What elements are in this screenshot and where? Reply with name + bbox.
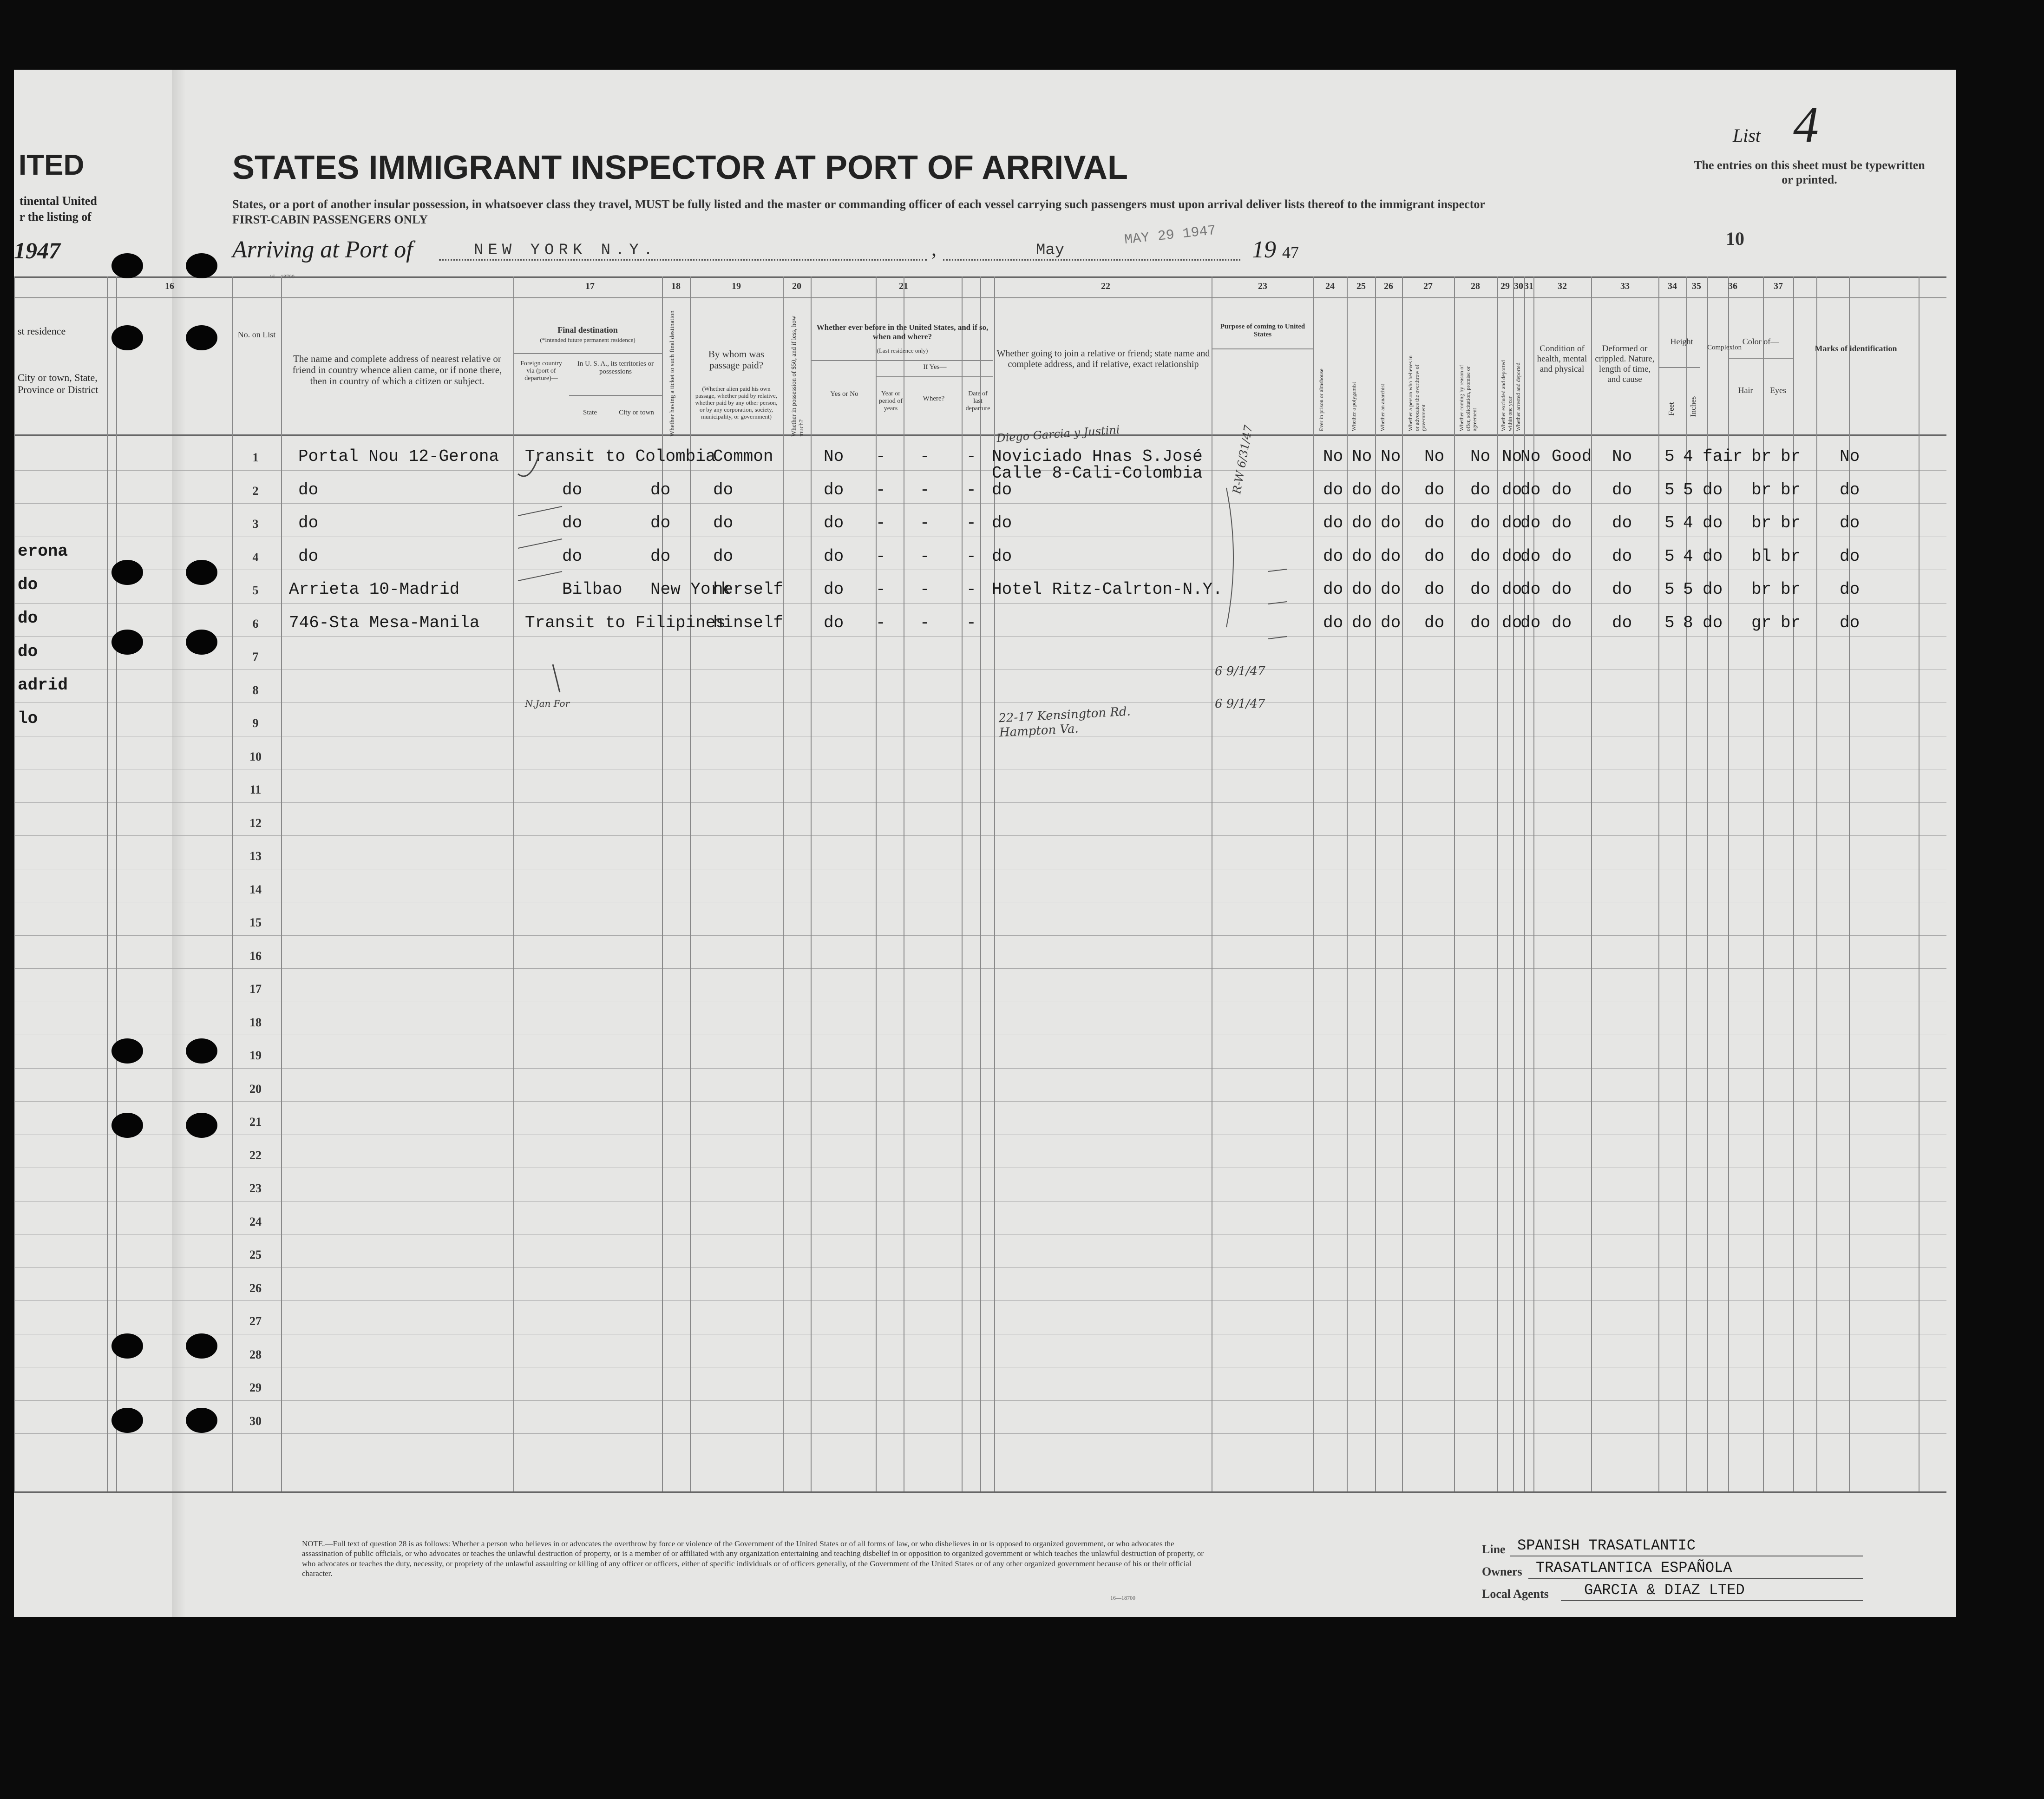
table-cell: do: [1323, 580, 1343, 599]
row-number: 30: [249, 1414, 262, 1428]
table-cell: herself: [713, 580, 784, 599]
row-number: 19: [249, 1049, 262, 1062]
table-cell: -: [920, 480, 930, 499]
binder-hole: [111, 1333, 143, 1359]
column-header: By whom was passage paid?: [708, 348, 765, 371]
table-cell: 8: [1683, 613, 1693, 632]
table-cell: do: [1352, 580, 1372, 599]
table-cell: -: [876, 513, 886, 532]
table-cell: do: [1323, 613, 1343, 632]
table-cell: do: [1502, 513, 1522, 532]
column-header: Final destination: [557, 325, 618, 335]
column-header: Whether in possession of $50, and if less, how much?: [791, 315, 806, 437]
table-cell: 5: [1683, 480, 1693, 499]
column-header: Date of last departure: [965, 390, 990, 413]
table-cell: Arrieta 10-Madrid: [289, 580, 460, 599]
table-cell: do: [1840, 480, 1860, 499]
table-cell: do: [1381, 546, 1401, 566]
agents-value: GARCIA & DIAZ LTED: [1584, 1582, 1745, 1599]
column-header: Whether an anarchist: [1379, 384, 1386, 431]
table-cell: do: [650, 480, 671, 499]
table-cell: do: [1502, 580, 1522, 599]
column-number: 33: [1620, 281, 1630, 291]
form-code: 16—18700: [269, 273, 295, 280]
list-label: List: [1733, 125, 1761, 146]
table-cell: 746-Sta Mesa-Manila: [289, 613, 480, 632]
table-cell: No: [1502, 447, 1522, 466]
table-cell: br: [1781, 580, 1801, 599]
table-cell: do: [650, 546, 671, 566]
row-number: 4: [252, 550, 259, 564]
table-cell: br: [1751, 580, 1772, 599]
table-cell: do: [1323, 513, 1343, 532]
table-cell: do: [1352, 613, 1372, 632]
column-number: 22: [1101, 281, 1110, 291]
table-cell: -: [966, 480, 976, 499]
table-cell: -: [966, 513, 976, 532]
column-number: 32: [1558, 281, 1567, 291]
binder-hole: [111, 630, 143, 655]
table-cell: do: [1470, 546, 1491, 566]
row-number: 21: [249, 1115, 262, 1129]
table-cell: No: [1381, 447, 1401, 466]
column-header: Hair: [1738, 386, 1753, 395]
column-header: State: [583, 409, 597, 416]
row-number: 26: [249, 1281, 262, 1295]
row-number: 24: [249, 1215, 262, 1228]
column-header: Marks of identification: [1815, 344, 1897, 353]
table-cell: do: [824, 613, 844, 632]
table-cell: do: [1352, 480, 1372, 499]
binder-hole: [186, 1038, 217, 1064]
agents-label: Local Agents: [1482, 1587, 1549, 1601]
binder-hole: [111, 253, 143, 278]
table-cell: do: [1424, 480, 1445, 499]
table-cell: 4: [1683, 447, 1693, 466]
binder-hole: [111, 1408, 143, 1433]
table-cell: bl: [1751, 546, 1772, 566]
table-cell: do: [1424, 580, 1445, 599]
table-cell: 5: [1664, 613, 1675, 632]
table-cell: do: [1502, 480, 1522, 499]
column-header: No. on List: [237, 330, 276, 339]
table-cell: do: [1703, 513, 1723, 532]
table-cell: do: [1612, 580, 1632, 599]
year-suffix: 47: [1282, 243, 1299, 262]
column-header: Whether a polygamist: [1350, 382, 1357, 431]
table-cell: do: [1703, 613, 1723, 632]
table-cell: Transit to Colombia: [525, 447, 716, 466]
table-cell: br: [1781, 480, 1801, 499]
table-cell: No: [1352, 447, 1372, 466]
column-header: Year or period of years: [879, 390, 903, 413]
column-header: In U. S. A., its territories or possessions: [577, 360, 654, 376]
table-cell: 5: [1664, 513, 1675, 532]
table-cell: Hotel Ritz-Calrton-N.Y.: [992, 580, 1223, 599]
month-value: May: [1036, 242, 1065, 259]
column-number: 35: [1692, 281, 1701, 291]
table-cell: do: [1552, 513, 1572, 532]
table-cell: do: [713, 480, 734, 499]
table-cell: Transit to Filipines: [525, 613, 726, 632]
table-cell: do: [1520, 480, 1541, 499]
table-cell: do: [992, 480, 1012, 499]
table-cell: Portal Nou 12-Gerona: [298, 447, 499, 466]
table-cell: do: [1552, 480, 1572, 499]
column-number: 19: [732, 281, 741, 291]
table-cell: do: [824, 580, 844, 599]
row-number: 29: [249, 1381, 262, 1394]
year-prefix: 19: [1252, 236, 1276, 263]
binder-hole: [111, 1113, 143, 1138]
table-cell: do: [1612, 613, 1632, 632]
table-cell: do: [562, 513, 583, 532]
column-header: City or town: [619, 409, 654, 416]
left-entry: lo: [18, 709, 38, 728]
table-cell: No: [1612, 447, 1632, 466]
owners-label: Owners: [1482, 1565, 1522, 1578]
manifest-sheet: [14, 70, 1956, 1617]
table-cell: do: [298, 480, 319, 499]
binder-hole: [186, 630, 217, 655]
page-title: STATES IMMIGRANT INSPECTOR AT PORT OF ARRIVAL: [232, 149, 1128, 186]
table-cell: do: [824, 546, 844, 566]
date-stamp: MAY 29 1947: [1123, 223, 1217, 249]
table-cell: do: [824, 513, 844, 532]
port-value: NEW YORK N.Y.: [474, 242, 658, 259]
table-cell: 5: [1664, 546, 1675, 566]
table-cell: Good: [1552, 447, 1592, 466]
table-cell: br: [1751, 480, 1772, 499]
table-cell: do: [1840, 546, 1860, 566]
grid-line: [14, 1491, 1946, 1493]
column-header: Whether excluded and deported within one year: [1500, 360, 1513, 431]
left-sub1: tinental United: [20, 194, 97, 208]
table-cell: do: [1840, 613, 1860, 632]
binder-hole: [186, 560, 217, 585]
left-entry: do: [18, 642, 38, 661]
table-cell: do: [1552, 580, 1572, 599]
handwritten-entry: 6 9/1/47: [1215, 697, 1265, 711]
binder-hole: [186, 325, 217, 350]
table-cell: do: [1840, 580, 1860, 599]
column-header: Whether having a ticket to such final destination: [669, 310, 676, 437]
table-cell: No: [1424, 447, 1445, 466]
column-number: 17: [585, 281, 595, 291]
column-header: Foreign country via (port of departure)—: [520, 360, 562, 382]
table-cell: do: [1470, 513, 1491, 532]
table-cell: do: [1520, 613, 1541, 632]
table-cell: do: [824, 480, 844, 499]
table-cell: do: [1612, 546, 1632, 566]
table-cell: -: [966, 447, 976, 466]
column-header: Condition of health, mental and physical: [1537, 344, 1587, 374]
row-number: 18: [249, 1015, 262, 1029]
row-number: 17: [249, 982, 262, 996]
table-cell: do: [562, 480, 583, 499]
left-entry: do: [18, 575, 38, 594]
row-number: 14: [249, 882, 262, 896]
column-header: Where?: [923, 395, 945, 402]
table-cell: No: [1470, 447, 1491, 466]
column-header: Inches: [1689, 396, 1697, 417]
left-title-fragment: ITED: [19, 149, 85, 181]
table-cell: do: [1424, 546, 1445, 566]
left-heading-city: City or town, State, Province or District: [18, 372, 98, 396]
table-cell: do: [1703, 580, 1723, 599]
table-cell: -: [876, 447, 886, 466]
table-cell: do: [1352, 546, 1372, 566]
binder-hole: [186, 1113, 217, 1138]
left-sub2: r the listing of: [20, 210, 92, 223]
table-cell: Calle 8-Cali-Colombia: [992, 464, 1203, 483]
table-cell: -: [876, 580, 886, 599]
column-header: The name and complete address of nearest relative or friend in country whence alien came, or if none there, then in country of which a citizen or subject.: [292, 353, 502, 387]
table-cell: New York: [650, 580, 731, 599]
column-header: Deformed or crippled. Nature, length of time, and cause: [1595, 344, 1655, 384]
column-header: Complexion: [1707, 344, 1742, 351]
table-cell: 5: [1664, 447, 1675, 466]
handwritten-entry: R-W 6/31/47: [1230, 424, 1255, 495]
column-header: Height: [1670, 337, 1693, 346]
table-cell: do: [1381, 580, 1401, 599]
column-number: 24: [1325, 281, 1335, 291]
table-cell: do: [1352, 513, 1372, 532]
footer-note: NOTE.—Full text of question 28 is as follows: Whether a person who believes in or advocates the overthrow by force or violence of the Government of the United States or of all forms of law, or who disbelieves in or is opposed to organized government, or who advocates the assassination of public officials, or who advocates or teaches the unlawful destruction of property, or is a member of or affiliated with any organization entertaining and teaching disbelief in or opposition to organized government or which teaches the unlawful destruction of property, or who advocates or teaches the duty, necessity, or propriety of the unlawful assaulting or killing of any officer or officers, either of specific individuals or of officers generally, of the Government of the United States or of any other organized government because of his or their official character.: [302, 1539, 1204, 1578]
first-cabin-label: FIRST-CABIN PASSENGERS ONLY: [232, 213, 428, 226]
table-cell: do: [1612, 480, 1632, 499]
row-number: 25: [249, 1248, 262, 1261]
handwritten-marks: [14, 70, 1956, 767]
table-cell: Common: [713, 447, 773, 466]
table-cell: No: [1520, 447, 1541, 466]
agents-underline: [1561, 1600, 1863, 1601]
table-cell: do: [1470, 613, 1491, 632]
row-number: 2: [252, 484, 259, 498]
table-cell: do: [1520, 513, 1541, 532]
table-cell: Noviciado Hnas S.José: [992, 447, 1203, 466]
table-cell: -: [966, 580, 976, 599]
column-number: 28: [1471, 281, 1480, 291]
table-cell: do: [1381, 513, 1401, 532]
table-cell: br: [1751, 447, 1772, 466]
column-number: 21: [899, 281, 908, 291]
binder-hole: [111, 1038, 143, 1064]
table-cell: do: [992, 546, 1012, 566]
row-number: 7: [252, 650, 259, 663]
table-cell: do: [1552, 546, 1572, 566]
table-cell: -: [876, 613, 886, 632]
typewritten-note: The entries on this sheet must be typewritten or printed.: [1694, 158, 1925, 187]
row-number: 28: [249, 1347, 262, 1361]
column-header: Color of—: [1742, 337, 1779, 346]
table-cell: No: [824, 447, 844, 466]
row-number: 6: [252, 617, 259, 630]
binder-hole: [186, 253, 217, 278]
table-cell: do: [1612, 513, 1632, 532]
table-cell: 4: [1683, 546, 1693, 566]
column-number: 23: [1258, 281, 1267, 291]
comma: ,: [931, 237, 937, 260]
column-number: 37: [1774, 281, 1783, 291]
row-number: 23: [249, 1182, 262, 1195]
column-header: Eyes: [1770, 386, 1786, 395]
left-entry: adrid: [18, 676, 68, 695]
column-number: 31: [1524, 281, 1533, 291]
column-header: (*Intended future permanent residence): [540, 336, 635, 343]
table-cell: do: [1470, 580, 1491, 599]
table-cell: -: [920, 513, 930, 532]
column-header: Yes or No: [830, 390, 858, 398]
table-cell: -: [920, 580, 930, 599]
table-cell: do: [1323, 480, 1343, 499]
table-cell: -: [876, 480, 886, 499]
row-number: 12: [249, 816, 262, 830]
column-number: 27: [1423, 281, 1433, 291]
table-cell: do: [298, 513, 319, 532]
left-entry: erona: [18, 542, 68, 561]
table-cell: do: [562, 546, 583, 566]
column-header: Whether ever before in the United States, and if so, when and where?: [816, 323, 989, 341]
table-cell: do: [1703, 546, 1723, 566]
row-number: 22: [249, 1148, 262, 1162]
table-cell: gr: [1751, 613, 1772, 632]
column-number: 20: [792, 281, 801, 291]
column-header: Purpose of coming to United States: [1220, 323, 1305, 339]
table-cell: do: [1381, 613, 1401, 632]
handwritten-note: Diego Garcia y Justini: [996, 423, 1120, 445]
column-number: 29: [1500, 281, 1510, 291]
row-number: 27: [249, 1314, 262, 1328]
table-cell: do: [1381, 480, 1401, 499]
table-cell: br: [1781, 447, 1801, 466]
table-cell: do: [1470, 480, 1491, 499]
column-number: 26: [1384, 281, 1393, 291]
table-cell: do: [1552, 613, 1572, 632]
table-cell: do: [650, 513, 671, 532]
left-heading-residence: st residence: [18, 325, 66, 337]
left-entry: do: [18, 609, 38, 628]
table-cell: 5: [1664, 580, 1675, 599]
row-number: 1: [252, 451, 259, 464]
row-number: 9: [252, 716, 259, 730]
binder-hole: [186, 1333, 217, 1359]
table-cell: do: [713, 513, 734, 532]
arriving-label: Arriving at Port of: [232, 236, 413, 263]
line-label: Line: [1482, 1543, 1506, 1556]
table-cell: do: [1520, 546, 1541, 566]
row-number: 11: [249, 783, 262, 796]
column-number: 25: [1356, 281, 1366, 291]
footer-form-code: 16—18700: [1110, 1595, 1135, 1601]
column-header: Feet: [1667, 402, 1676, 416]
owners-underline: [1528, 1578, 1863, 1579]
column-number: 16: [165, 281, 174, 291]
table-cell: 5: [1683, 580, 1693, 599]
column-number: 36: [1728, 281, 1737, 291]
row-number: 10: [249, 749, 262, 763]
table-cell: do: [992, 513, 1012, 532]
column-header: Whether going to join a relative or friend; state name and complete address, and if relative, exact relationship: [996, 348, 1210, 369]
table-cell: fair: [1703, 447, 1743, 466]
row-number: 15: [249, 916, 262, 929]
list-number: 4: [1793, 96, 1819, 153]
table-cell: do: [1424, 613, 1445, 632]
table-cell: do: [1520, 580, 1541, 599]
table-cell: br: [1781, 513, 1801, 532]
binder-hole: [111, 325, 143, 350]
handwritten-address: 22-17 Kensington Rd. Hampton Va.: [998, 704, 1131, 740]
column-number: 18: [671, 281, 681, 291]
column-header: If Yes—: [923, 363, 947, 371]
table-cell: -: [920, 447, 930, 466]
column-header: Whether a person who believes in or advocates the overthrow of government: [1407, 355, 1427, 431]
row-number: 5: [252, 584, 259, 597]
table-cell: -: [966, 546, 976, 566]
row-number: 8: [252, 683, 259, 697]
binder-hole: [111, 560, 143, 585]
table-cell: -: [876, 546, 886, 566]
table-cell: br: [1781, 613, 1801, 632]
table-cell: do: [1502, 546, 1522, 566]
table-cell: do: [1323, 546, 1343, 566]
handwritten-note: N.Jan For: [525, 698, 570, 709]
table-cell: do: [1840, 513, 1860, 532]
table-cell: -: [920, 546, 930, 566]
table-cell: do: [713, 546, 734, 566]
column-header: Whether coming by reason of offer, solicitation, promise or agreement: [1458, 365, 1478, 431]
column-header: Ever in prison or almshouse: [1318, 368, 1324, 431]
column-header: (Last residence only): [877, 347, 928, 354]
table-cell: do: [1424, 513, 1445, 532]
table-cell: No: [1840, 447, 1860, 466]
table-cell: br: [1781, 546, 1801, 566]
column-header: (Whether alien paid his own passage, whether paid by relative, whether paid by any other person, or by any corporation, society, municipality, or government): [695, 385, 778, 420]
table-cell: 5: [1664, 480, 1675, 499]
row-number: 3: [252, 517, 259, 531]
left-year: 1947: [14, 237, 60, 263]
line-value: SPANISH TRASATLANTIC: [1517, 1537, 1696, 1554]
row-number: 20: [249, 1082, 262, 1096]
instructions-text: States, or a port of another insular possession, in whatsoever class they travel, MUST be fully listed and the master or commanding officer of each vessel carrying such passengers must upon arrival deliver lists thereof to the immigrant inspector: [232, 197, 1485, 211]
table-cell: do: [1502, 613, 1522, 632]
table-cell: -: [920, 613, 930, 632]
binder-hole: [186, 1408, 217, 1433]
table-cell: br: [1751, 513, 1772, 532]
row-number: 16: [249, 949, 262, 963]
table-cell: hinself: [713, 613, 784, 632]
handwritten-entry: 6 9/1/47: [1215, 664, 1265, 678]
table-cell: No: [1323, 447, 1343, 466]
column-number: 34: [1668, 281, 1677, 291]
table-cell: Bilbao: [562, 580, 622, 599]
sheet-number: 10: [1726, 228, 1744, 249]
owners-value: TRASATLANTICA ESPAÑOLA: [1536, 1559, 1732, 1576]
table-cell: -: [966, 613, 976, 632]
table-cell: do: [1703, 480, 1723, 499]
column-number: 30: [1514, 281, 1523, 291]
column-header: Whether arrested and deported: [1515, 362, 1521, 431]
table-cell: 4: [1683, 513, 1693, 532]
table-cell: do: [298, 546, 319, 566]
row-number: 13: [249, 849, 262, 863]
